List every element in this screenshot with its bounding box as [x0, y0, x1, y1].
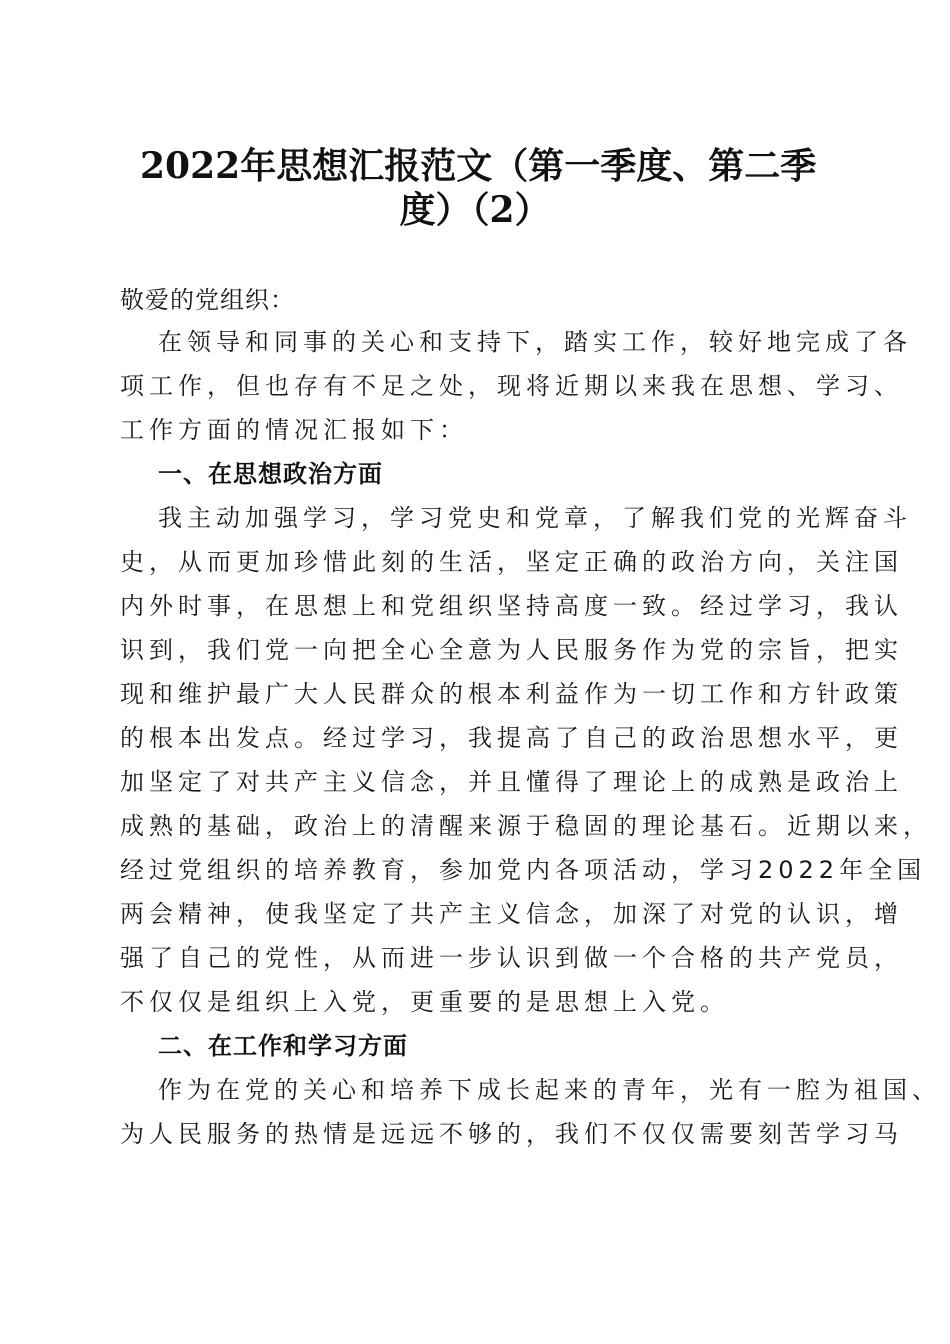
paragraph-line: 内外时事，在思想上和党组织坚持高度一致。经过学习，我认: [120, 592, 903, 620]
paragraph-line: 我主动加强学习，学习党史和党章，了解我们党的光辉奋斗: [158, 504, 912, 532]
paragraph-line: 两会精神，使我坚定了共产主义信念，加深了对党的认识，增: [120, 900, 903, 928]
section-heading-politics: 一、在思想政治方面: [158, 460, 383, 488]
intro-line: 在领导和同事的关心和支持下，踏实工作，较好地完成了各: [158, 328, 912, 356]
paragraph-line: 加坚定了对共产主义信念，并且懂得了理论上的成熟是政治上: [120, 768, 903, 796]
paragraph-line: 识到，我们党一向把全心全意为人民服务作为党的宗旨，把实: [120, 636, 903, 664]
salutation: 敬爱的党组织：: [120, 286, 295, 314]
intro-line: 工作方面的情况汇报如下：: [120, 416, 468, 444]
paragraph-line: 成熟的基础，政治上的清醒来源于稳固的理论基石。近期以来，: [120, 812, 932, 840]
paragraph-line: 经过党组织的培养教育，参加党内各项活动，学习2022年全国: [120, 856, 927, 884]
paragraph-line: 的根本出发点。经过学习，我提高了自己的政治思想水平，更: [120, 724, 903, 752]
document-title-line-1: 2022年思想汇报范文（第一季度、第二季: [140, 145, 817, 187]
paragraph-line: 史，从而更加珍惜此刻的生活，坚定正确的政治方向，关注国: [120, 548, 903, 576]
paragraph-line: 为人民服务的热情是远远不够的，我们不仅仅需要刻苦学习马: [120, 1120, 903, 1148]
paragraph-line: 现和维护最广大人民群众的根本利益作为一切工作和方针政策: [120, 680, 903, 708]
paragraph-line: 强了自己的党性，从而进一步认识到做一个合格的共产党员，: [120, 944, 903, 972]
document-title-line-2: 度）（2）: [399, 189, 551, 231]
paragraph-line: 不仅仅是组织上入党，更重要的是思想上入党。: [120, 988, 729, 1016]
section-heading-work-study: 二、在工作和学习方面: [158, 1032, 408, 1060]
intro-line: 项工作，但也存有不足之处，现将近期以来我在思想、学习、: [120, 372, 903, 400]
paragraph-line: 作为在党的关心和培养下成长起来的青年，光有一腔为祖国、: [158, 1076, 941, 1104]
